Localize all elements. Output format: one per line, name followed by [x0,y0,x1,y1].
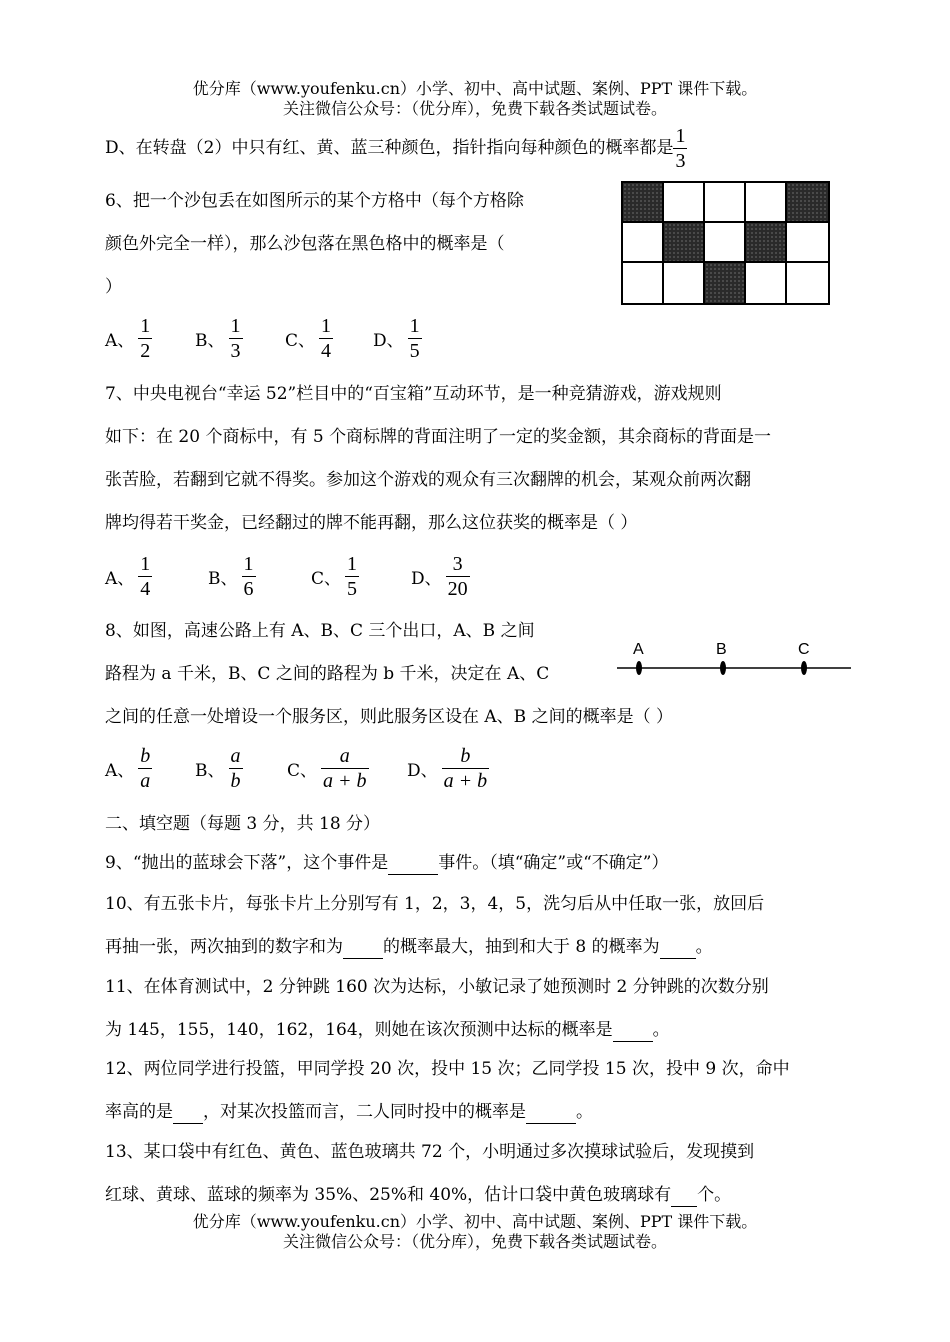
q7-option-c [311,552,359,601]
q10-line1: 10、有五张卡片，每张卡片上分别写有 1，2，3，4，5，洗匀后从中任取一张，放回后 [105,894,765,914]
q10-blank-2[interactable] [660,936,696,959]
q8c-num: a [321,744,369,769]
q7a-num: 1 [140,553,151,575]
q13-text-a: 红球、黄球、蓝球的频率为 35%、25%和 40%，估计口袋中黄色玻璃球有 [105,1185,672,1205]
q12-blank-1[interactable] [173,1101,203,1124]
q5d-text: D、在转盘（2）中只有红、黄、蓝三种颜色，指针指向每种颜色的概率都是 [105,138,674,158]
q8b-num: a [230,745,241,767]
q9-line [105,852,668,875]
q6d-den: 5 [409,340,420,362]
q7-line4: 牌均得若干奖金，已经翻过的牌不能再翻，那么这位获奖的概率是（ ） [105,513,638,533]
q8d-num: b [442,744,490,769]
grid-cell-white [705,223,746,263]
grid-cell-white [664,183,705,223]
q6d-num: 1 [409,315,420,337]
q5-option-d [105,124,687,173]
page-footer-line2: 关注微信公众号：（优分库），免费下载各类试题试卷。 [282,1232,667,1251]
q6-grid-figure [621,181,830,305]
exit-a-label: A [633,641,644,658]
q6-option-b-frac [229,314,243,363]
q6-option-d-label: D、 [373,331,404,351]
grid-cell-white [623,263,664,303]
q10-blank-1[interactable] [343,936,383,959]
q8-highway-diagram [615,636,855,686]
q10-text-c: 。 [695,937,713,957]
exit-a-marker [636,661,642,675]
q6-option-b-label: B、 [195,331,225,351]
q8b-den: b [230,770,241,792]
q7-option-d [411,552,470,601]
grid-cell-black [787,183,828,223]
q8-option-b-label: B、 [195,761,225,781]
q6-line3: ） [105,277,122,297]
q11-blank[interactable] [613,1019,653,1042]
q6-option-a [105,314,152,363]
q6a-den: 2 [140,340,151,362]
q7-option-c-frac [345,552,359,601]
page-header-line1: 优分库（www.youfenku.cn）小学、初中、高中试题、案例、PPT 课件下载。 [192,79,758,98]
q11-line2 [105,1019,670,1042]
q6a-num: 1 [140,315,151,337]
q6-option-d [373,314,422,363]
q7c-num: 1 [347,553,358,575]
q6c-num: 1 [321,315,332,337]
grid-cell-black [746,223,787,263]
q8-option-a [105,744,152,793]
q6-option-a-frac [138,314,152,363]
q13-blank[interactable] [671,1184,697,1207]
q5d-fraction [673,124,687,173]
q8-option-d [407,744,489,793]
q7-option-b-frac [242,552,256,601]
q7-option-d-label: D、 [411,569,442,589]
q8a-den: a [140,770,151,792]
page-header-line2: 关注微信公众号：（优分库），免费下载各类试题试卷。 [282,99,667,118]
q8c-den: a + b [323,770,367,792]
q8-option-c [287,744,369,793]
q7-line2: 如下：在 20 个商标中，有 5 个商标牌的背面注明了一定的奖金额，其余商标的背面是一 [105,427,772,447]
grid-cell-black [623,183,664,223]
q7-option-a-frac [138,552,152,601]
q6-option-b [195,314,243,363]
q9-text-b: 事件。（填“确定”或“不确定”） [438,853,669,873]
q6-option-d-frac [408,314,422,363]
q9-text-a: 9、“抛出的蓝球会下落”，这个事件是 [105,853,389,873]
grid-cell-white [746,183,787,223]
q8-option-c-label: C、 [287,761,318,781]
q6-option-c [285,314,333,363]
q6b-num: 1 [230,315,241,337]
q8-option-b-frac [229,744,243,793]
q8d-den: a + b [443,770,488,792]
q13-line1: 13、某口袋中有红色、黄色、蓝色玻璃共 72 个，小明通过多次摸球试验后，发现摸到 [105,1142,755,1162]
q8-line3: 之间的任意一处增设一个服务区，则此服务区设在 A、B 之间的概率是（ ） [105,707,673,727]
q8-option-b [195,744,243,793]
q10-line2 [105,936,713,959]
q6b-den: 3 [230,340,241,362]
grid-cell-white [787,223,828,263]
q7d-den: 20 [447,578,468,600]
q8-line1: 8、如图，高速公路上有 A、B、C 三个出口，A、B 之间 [105,621,535,641]
q8-line2: 路程为 a 千米，B、C 之间的路程为 b 千米，决定在 A、C [105,664,550,684]
q8-option-c-frac [321,744,369,793]
q6c-den: 4 [321,340,332,362]
q7b-den: 6 [243,578,254,600]
section-2-title: 二、填空题（每题 3 分，共 18 分） [105,814,381,834]
q9-blank[interactable] [388,852,438,875]
q5d-num: 1 [675,125,686,147]
q7-line3: 张苦脸，若翻到它就不得奖。参加这个游戏的观众有三次翻牌的机会，某观众前两次翻 [105,470,751,490]
q13-text-b: 个。 [697,1185,732,1205]
q10-text-a: 再抽一张，两次抽到的数字和为 [105,937,343,957]
q7b-num: 1 [243,553,254,575]
grid-cell-white [623,223,664,263]
exit-c-marker [801,661,807,675]
q12-line1: 12、两位同学进行投篮，甲同学投 20 次，投中 15 次；乙同学投 15 次，投中 9 次，命中 [105,1059,790,1079]
q7-option-a [105,552,152,601]
q10-text-b: 的概率最大，抽到和大于 8 的概率为 [383,937,660,957]
q12-text-a: 率高的是 [105,1102,173,1122]
q6-option-c-label: C、 [285,331,316,351]
q7a-den: 4 [140,578,151,600]
q7-option-b-label: B、 [208,569,238,589]
q7-option-b [208,552,256,601]
q11-text-a: 为 145，155，140，162，164，则她在该次预测中达标的概率是 [105,1020,613,1040]
grid-cell-white [787,263,828,303]
q12-text-c: 。 [576,1102,593,1122]
q7-line1: 7、中央电视台“幸运 52”栏目中的“百宝箱”互动环节，是一种竞猜游戏，游戏规则 [105,384,722,404]
grid-cell-white [705,183,746,223]
grid-cell-black [664,223,705,263]
q12-blank-2[interactable] [526,1101,576,1124]
q12-text-b: ，对某次投篮而言，二人同时投中的概率是 [203,1102,526,1122]
q6-option-c-frac [319,314,333,363]
q8-option-a-label: A、 [105,761,135,781]
q7-option-d-frac [446,552,470,601]
page-footer-line1: 优分库（www.youfenku.cn）小学、初中、高中试题、案例、PPT 课件下载。 [192,1212,758,1231]
q8a-num: b [140,745,151,767]
q6-line1: 6、把一个沙包丢在如图所示的某个方格中（每个方格除 [105,191,524,211]
grid-cell-black [705,263,746,303]
exit-b-label: B [716,641,727,658]
q8-option-a-frac [138,744,152,793]
q7-option-c-label: C、 [311,569,342,589]
exit-b-marker [720,661,726,675]
q12-line2 [105,1101,593,1124]
q6-option-a-label: A、 [105,331,135,351]
q11-text-b: 。 [652,1020,670,1040]
q7d-num: 3 [446,552,470,577]
q11-line1: 11、在体育测试中，2 分钟跳 160 次为达标，小敏记录了她预测时 2 分钟跳的次数分别 [105,977,769,997]
q7c-den: 5 [347,578,358,600]
exit-c-label: C [798,641,810,658]
grid-cell-white [664,263,705,303]
q5d-den: 3 [675,150,686,172]
q6-line2: 颜色外完全一样），那么沙包落在黑色格中的概率是（ [105,234,505,254]
q13-line2 [105,1184,731,1207]
q8-option-d-label: D、 [407,761,438,781]
q7-option-a-label: A、 [105,569,135,589]
q8-option-d-frac [442,744,490,793]
grid-cell-white [746,263,787,303]
